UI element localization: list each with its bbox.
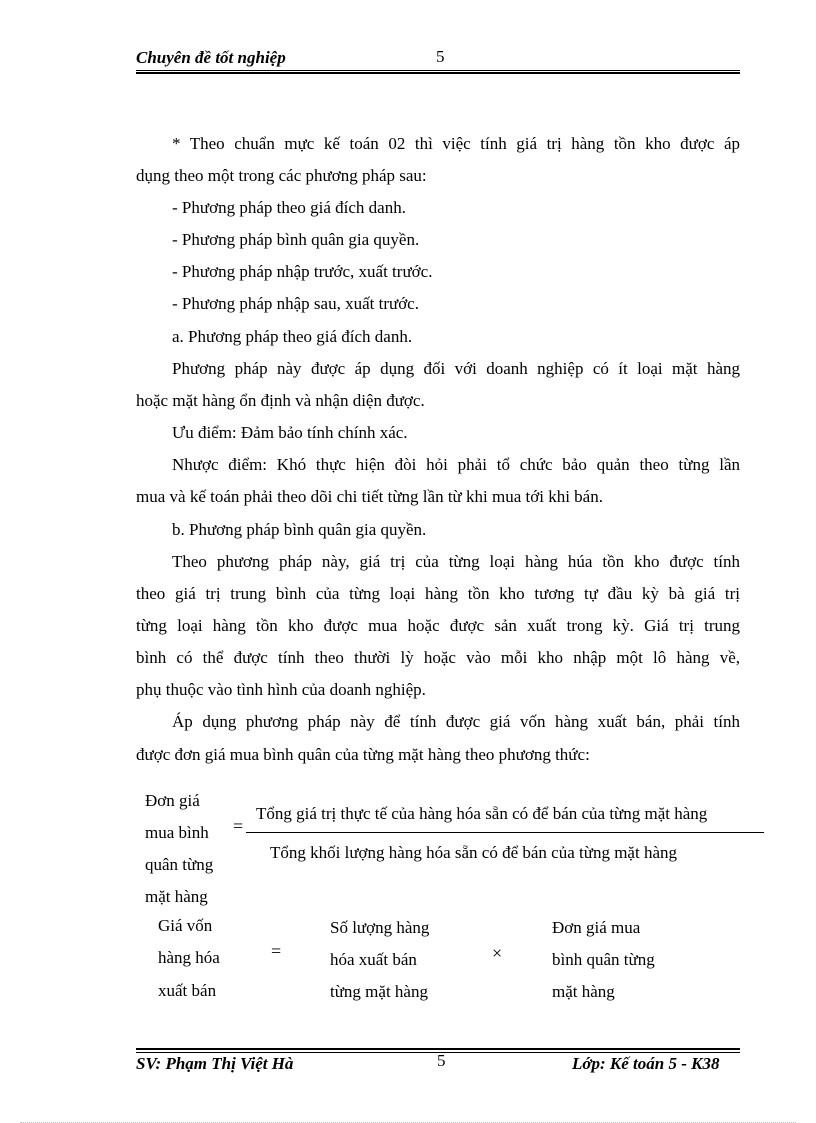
list-item: - Phương pháp nhập sau, xuất trước. [172,294,419,313]
list-item: - Phương pháp theo giá đích danh. [172,198,406,217]
fraction-numerator: Tổng giá trị thực tế của hàng hóa sẵn có để bán của từng mặt hàng [256,804,708,823]
formula-lhs-line: hàng hóa [158,948,220,967]
formula-lhs-line: mặt hàng [145,887,208,906]
formula-term-line: bình quân từng [552,950,655,969]
list-item: - Phương pháp nhập trước, xuất trước. [172,262,433,281]
header-page-number: 5 [436,47,445,66]
equals-sign: = [271,941,282,961]
formula-lhs-line: mua bình [145,823,209,842]
equals-sign: = [233,816,244,836]
page-header [136,48,740,70]
paragraph-line: hoặc mặt hàng ổn định và nhận diện được. [136,391,425,410]
paragraph-line: Áp dụng phương pháp này để tính được giá vốn hàng xuất bán, phải tính [172,712,740,731]
paragraph-line: Theo phương pháp này, giá trị của từng loại hàng húa tồn kho được tính [172,552,740,571]
formula-term-line: Đơn giá mua [552,918,641,937]
footer-class: Lớp: Kế toán 5 - K38 [572,1054,720,1073]
paragraph-line: dụng theo một trong các phương pháp sau: [136,166,427,185]
paragraph-line: theo giá trị trung bình của từng loại hàng tồn kho tương tự đầu kỳ bà giá trị [136,584,740,603]
paragraph-line: mua và kế toán phải theo dõi chi tiết từng lần từ khi mua tới khi bán. [136,487,603,506]
formula-term-line: Số lượng hàng [330,918,430,937]
fraction-bar [246,832,764,833]
formula-lhs-line: Giá vốn [158,916,213,935]
multiply-sign: × [492,943,503,963]
paragraph-line: phụ thuộc vào tình hình của doanh nghiệp. [136,680,426,699]
footer-page-number: 5 [437,1051,446,1070]
fraction-denominator: Tổng khối lượng hàng hóa sẵn có để bán của từng mặt hàng [270,843,677,862]
footer-student-name: SV: Phạm Thị Việt Hà [136,1054,294,1073]
paragraph-line: được đơn giá mua bình quân của từng mặt hàng theo phương thức: [136,745,590,764]
formula-lhs-line: quân từng [145,855,214,874]
formula-term-line: từng mặt hàng [330,982,428,1001]
header-divider [136,70,740,71]
formula-term-line: mặt hàng [552,982,615,1001]
formula-term-line: hóa xuất bán [330,950,417,969]
section-heading: b. Phương pháp bình quân gia quyền. [172,520,427,539]
paragraph-line: Ưu điểm: Đảm bảo tính chính xác. [172,423,408,442]
formula-lhs-line: Đơn giá [145,791,200,810]
paragraph-line: Phương pháp này được áp dụng đối với doanh nghiệp có ít loại mặt hàng [172,359,740,378]
section-heading: a. Phương pháp theo giá đích danh. [172,327,413,346]
document-title: Chuyên đề tốt nghiệp [136,48,286,67]
paragraph-line: bình có thể được tính theo thười lỳ hoặc vào mỗi kho nhập một lô hàng về, [136,648,740,667]
formula-lhs-line: xuất bán [158,981,217,1000]
header-divider-thick [136,72,740,74]
paragraph-line: Nhược điểm: Khó thực hiện đòi hỏi phải tổ chức bảo quản theo từng lần [172,455,740,474]
paragraph-line: * Theo chuẩn mực kế toán 02 thì việc tính giá trị hàng tồn kho được áp [172,134,740,153]
footer-divider-thick [136,1048,740,1050]
list-item: - Phương pháp bình quân gia quyền. [172,230,420,249]
paragraph-line: từng loại hàng tồn kho được mua hoặc được sản xuất trong kỳ. Giá trị trung [136,616,740,635]
